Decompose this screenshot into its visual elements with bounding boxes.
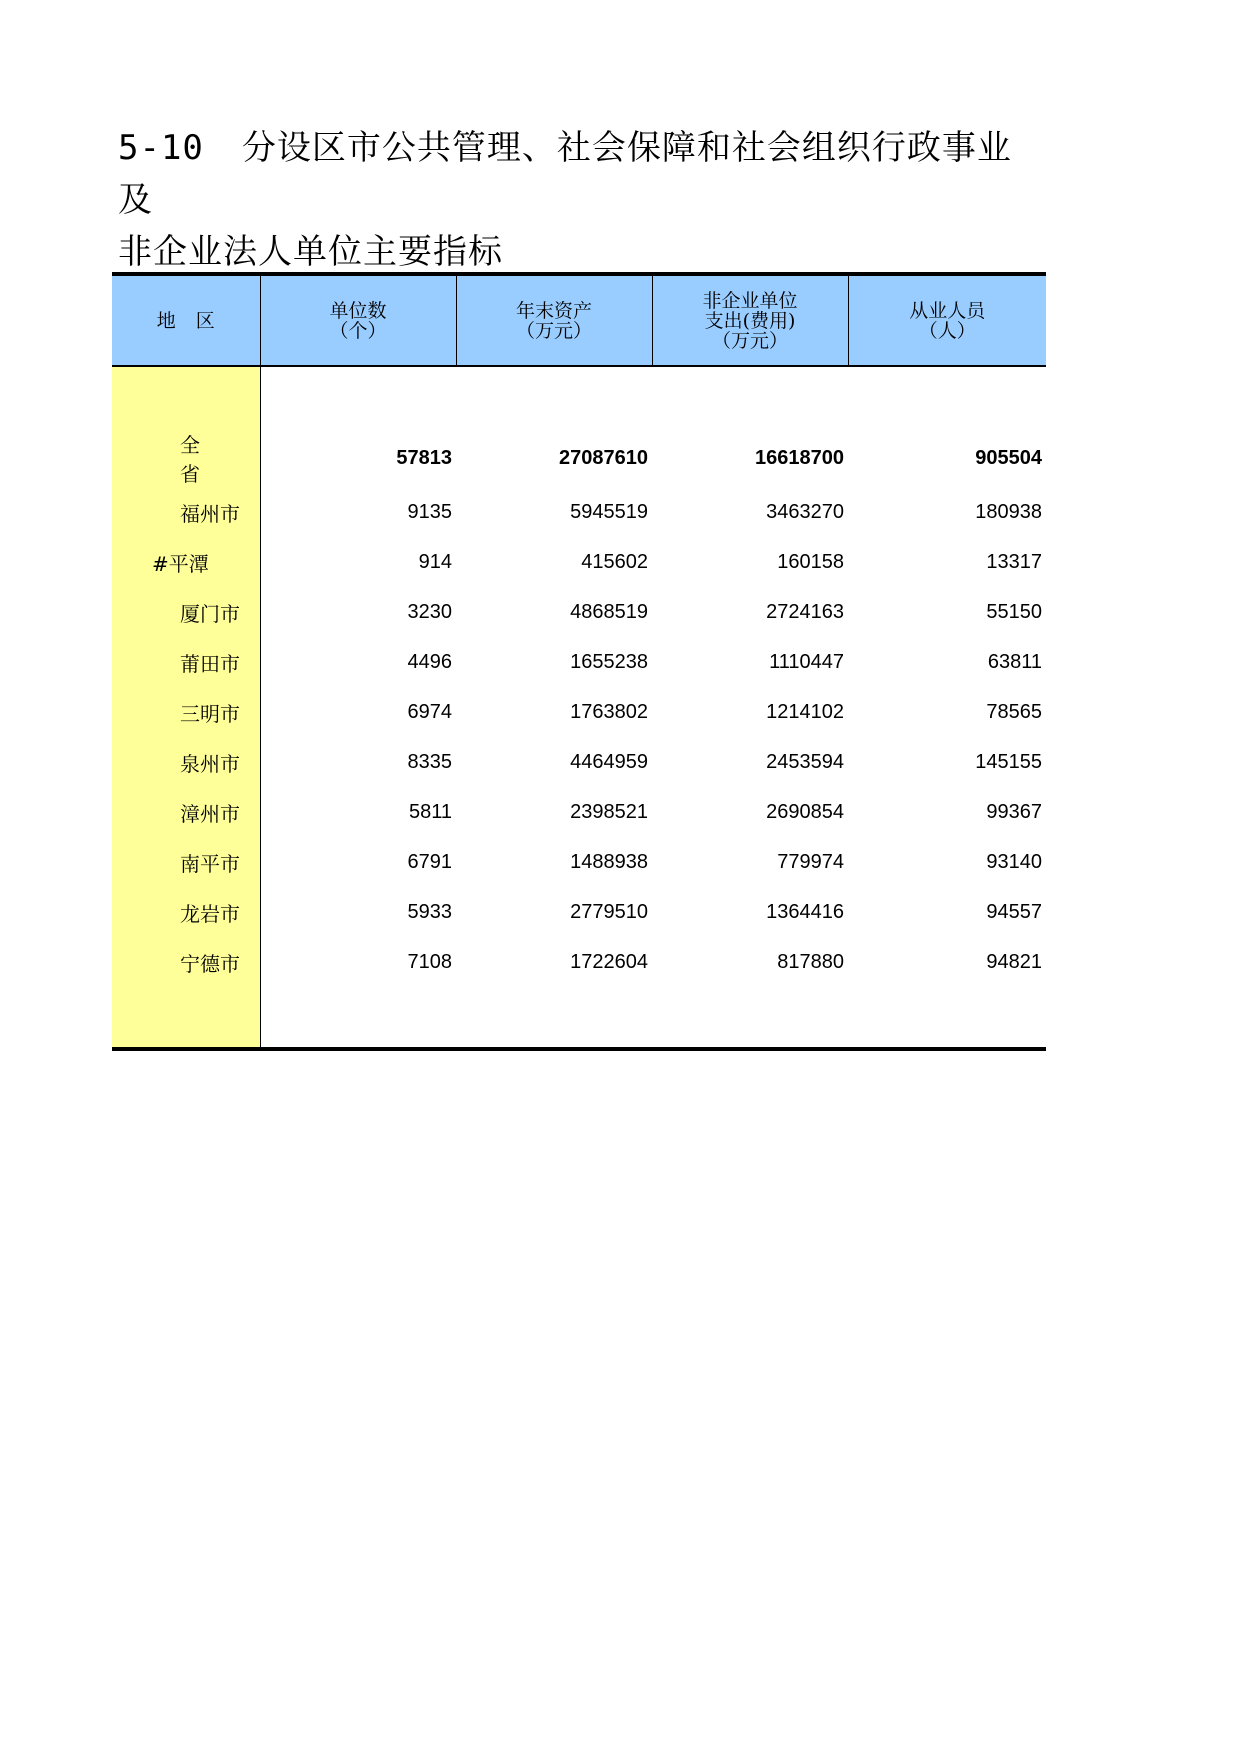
cell-employees: 180938 — [975, 500, 1042, 523]
cell-assets: 2779510 — [570, 900, 648, 923]
table-row — [112, 587, 1046, 637]
table-row — [112, 837, 1046, 887]
cell-expenditure: 16618700 — [755, 446, 844, 469]
cell-expenditure: 779974 — [777, 850, 844, 873]
cell-units: 57813 — [396, 446, 452, 469]
cell-expenditure: 2690854 — [766, 800, 844, 823]
cell-employees: 99367 — [986, 800, 1042, 823]
cell-expenditure: 2453594 — [766, 750, 844, 773]
cell-employees: 94821 — [986, 950, 1042, 973]
statistics-table — [112, 272, 1046, 1051]
region-name: 厦门市 — [180, 601, 240, 626]
header-assets-label: 年末资产 — [515, 299, 592, 322]
region-name: 全 省 — [180, 433, 240, 486]
spacer-row-top — [112, 366, 1046, 429]
header-employees-unit: （人） — [918, 319, 976, 342]
table-row — [112, 637, 1046, 687]
cell-assets: 415602 — [581, 550, 648, 573]
cell-assets: 1722604 — [570, 950, 648, 973]
cell-units: 6974 — [407, 700, 452, 723]
header-employees-label: 从业人员 — [909, 299, 986, 322]
header-units-label: 单位数 — [329, 299, 387, 322]
region-name: 泉州市 — [180, 751, 240, 776]
title-line-1: 分设区市公共管理、社会保障和社会组织行政事业及 — [118, 128, 1012, 220]
cell-units: 914 — [418, 550, 452, 573]
cell-units: 9135 — [407, 500, 452, 523]
cell-assets: 4868519 — [570, 600, 648, 623]
cell-units: 8335 — [407, 750, 452, 773]
cell-units: 4496 — [407, 650, 452, 673]
table-row — [112, 887, 1046, 937]
cell-assets: 1655238 — [570, 650, 648, 673]
table-code: 5-10 — [118, 128, 204, 168]
header-employees — [848, 274, 1046, 366]
region-name: 莆田市 — [180, 651, 240, 676]
header-expenditure-unit: （万元） — [711, 329, 788, 352]
header-expenditure — [652, 274, 848, 366]
cell-expenditure: 2724163 — [766, 600, 844, 623]
cell-employees: 145155 — [975, 750, 1042, 773]
table-row — [112, 737, 1046, 787]
cell-units: 6791 — [407, 850, 452, 873]
header-expenditure-label-1: 非企业单位 — [702, 289, 798, 312]
table-row — [112, 487, 1046, 537]
cell-assets: 1763802 — [570, 700, 648, 723]
cell-employees: 63811 — [987, 650, 1042, 673]
cell-expenditure: 817880 — [777, 950, 844, 973]
region-name: 宁德市 — [180, 951, 240, 976]
cell-employees: 13317 — [986, 550, 1042, 573]
cell-expenditure: 1214102 — [766, 700, 844, 723]
cell-assets: 1488938 — [570, 850, 648, 873]
cell-units: 5933 — [407, 900, 452, 923]
header-region-char-1: 地 — [156, 309, 176, 332]
cell-units: 5811 — [408, 800, 452, 823]
cell-units: 7108 — [407, 950, 452, 973]
cell-expenditure: 1364416 — [766, 900, 844, 923]
cell-employees: 905504 — [975, 446, 1042, 469]
page-title — [118, 122, 1038, 278]
header-region — [112, 274, 260, 366]
header-units — [260, 274, 456, 366]
table-row — [112, 537, 1046, 587]
table-header — [112, 274, 1046, 366]
cell-units: 3230 — [407, 600, 452, 623]
region-name: 漳州市 — [180, 801, 240, 826]
cell-employees: 55150 — [986, 600, 1042, 623]
region-name: #平潭 — [152, 551, 209, 576]
cell-assets: 4464959 — [570, 750, 648, 773]
table-body — [112, 366, 1046, 1049]
spacer-row-bottom — [112, 987, 1046, 1049]
cell-employees: 94557 — [986, 900, 1042, 923]
region-name: 南平市 — [180, 851, 240, 876]
header-units-unit: （个） — [329, 319, 387, 342]
statistics-table-container — [112, 272, 1046, 1051]
table-row-total — [112, 429, 1046, 487]
header-assets-unit: （万元） — [515, 319, 592, 342]
table-row — [112, 687, 1046, 737]
header-expenditure-label-2: 支出(费用) — [704, 309, 796, 332]
table-row — [112, 937, 1046, 987]
table-row — [112, 787, 1046, 837]
header-assets — [456, 274, 652, 366]
cell-employees: 78565 — [986, 700, 1042, 723]
cell-assets: 27087610 — [559, 446, 648, 469]
region-name: 三明市 — [180, 701, 240, 726]
header-region-char-2: 区 — [195, 309, 215, 332]
cell-expenditure: 3463270 — [766, 500, 844, 523]
cell-assets: 2398521 — [570, 800, 648, 823]
region-name: 福州市 — [180, 501, 240, 526]
cell-employees: 93140 — [986, 850, 1042, 873]
header-row — [112, 274, 1046, 366]
region-name: 龙岩市 — [180, 901, 240, 926]
cell-assets: 5945519 — [570, 500, 648, 523]
cell-expenditure: 160158 — [777, 550, 844, 573]
cell-expenditure: 1110447 — [769, 650, 844, 673]
title-line-2: 非企业法人单位主要指标 — [118, 232, 503, 272]
